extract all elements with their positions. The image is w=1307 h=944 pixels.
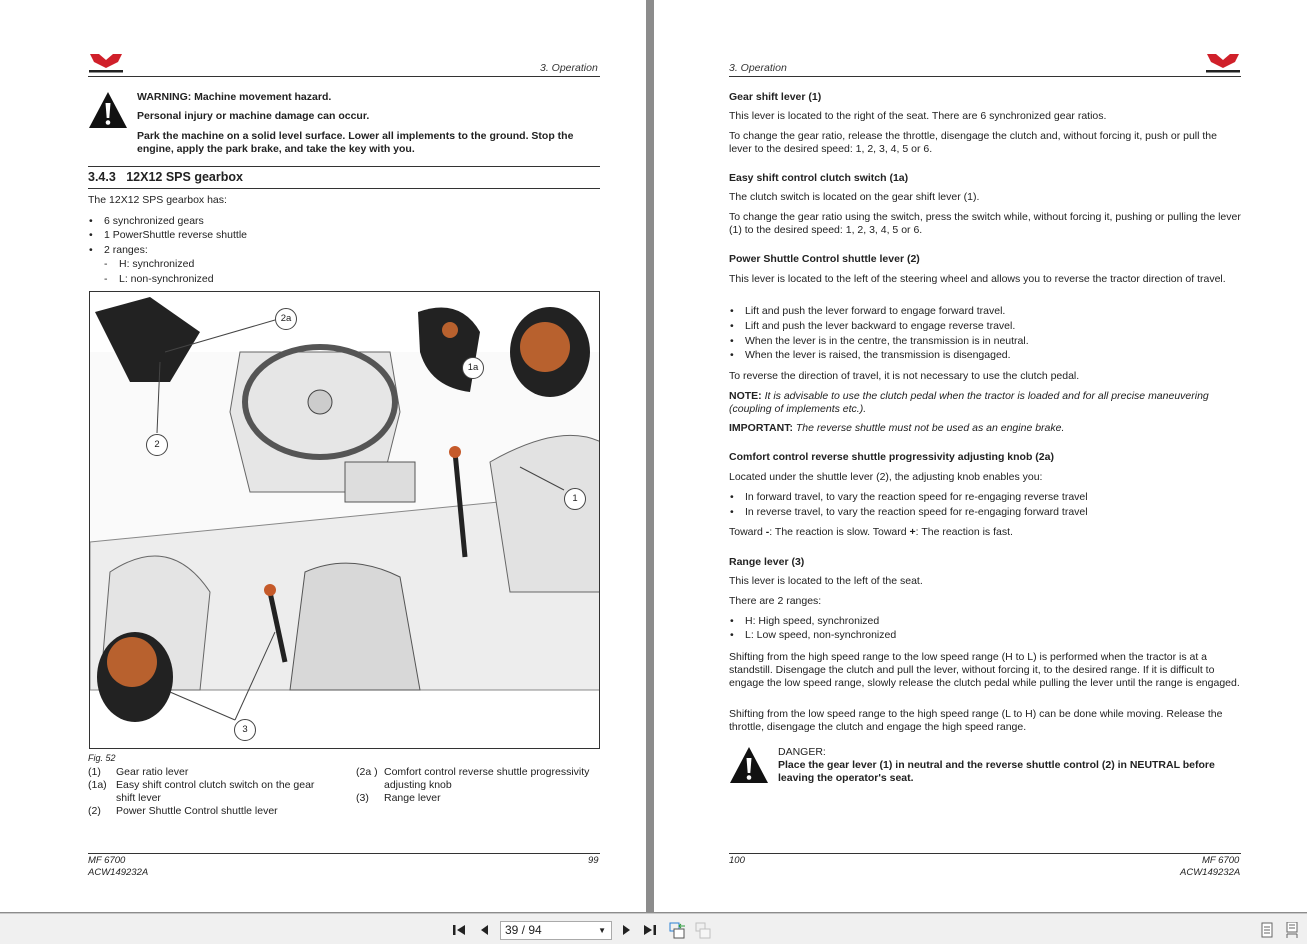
forward-view-icon [695, 922, 712, 939]
section-heading: 3.4.3 12X12 SPS gearbox [88, 170, 243, 184]
warning-title: WARNING: Machine movement hazard. [137, 91, 332, 103]
chevron-down-icon[interactable]: ▼ [598, 926, 606, 935]
sub-bullet-item: - H: synchronized [119, 258, 194, 271]
single-page-view-button[interactable] [1260, 922, 1274, 938]
callout-2a: 2a [275, 308, 297, 330]
bullet-item: • 1 PowerShuttle reverse shuttle [104, 229, 247, 242]
last-page-button[interactable] [642, 922, 658, 938]
back-view-icon [669, 922, 686, 939]
caption-number: (3) [356, 792, 369, 804]
paragraph: This lever is located to the left of the seat. [729, 575, 923, 587]
navigation-toolbar [0, 913, 1307, 944]
last-page-icon [643, 923, 657, 937]
footer-model: MF 6700 [88, 855, 126, 866]
text: : The reaction is slow. Toward [769, 526, 910, 538]
continuous-page-icon [1286, 922, 1298, 938]
go-forward-view-button[interactable] [694, 922, 712, 938]
tractor-cab-illustration [90, 292, 600, 749]
bullet-item: • L: Low speed, non-synchronized [745, 629, 896, 642]
bullet-item: • Lift and push the lever backward to engage reverse travel. [745, 320, 1015, 333]
paragraph: To change the gear ratio using the switch, press the switch while, without forcing it, pushing or pulling the lever (1) to the desired speed: 1, 2, 3, 4, 5 or 6. [729, 211, 1241, 236]
massey-ferguson-logo [1205, 52, 1241, 74]
single-page-icon [1261, 922, 1273, 938]
callout-1a: 1a [462, 357, 484, 379]
paragraph [729, 526, 1013, 539]
intro-text: The 12X12 SPS gearbox has: [88, 194, 227, 206]
right-page [654, 0, 1307, 912]
running-header: 3. Operation [729, 62, 787, 74]
page-indicator: 39 / 94 [505, 923, 542, 937]
callout-2: 2 [146, 434, 168, 456]
caption-text: Power Shuttle Control shuttle lever [116, 805, 278, 817]
note-text: It is advisable to use the clutch pedal when the tractor is loaded and for all precise maneuvering (coupling of implements etc.). [729, 390, 1209, 415]
paragraph: Shifting from the high speed range to the low speed range (H to L) is performed when the tractor is at a standstill. Disengage the clutch and pull the lever, without forcing it, to the desired range. If it is difficult to engage the low speed range, slowly release the clutch pedal while pulling the lever until the range is engaged. [729, 651, 1240, 689]
section-heading: Easy shift control clutch switch (1a) [729, 172, 909, 184]
page-number: 100 [729, 855, 745, 866]
caption-text: Easy shift control clutch switch on the gear shift lever [116, 779, 315, 804]
important-label: IMPORTANT: [729, 422, 793, 434]
plus-sign: + [909, 526, 916, 538]
important-text: The reverse shuttle must not be used as an engine brake. [795, 422, 1065, 434]
section-heading: Gear shift lever (1) [729, 91, 822, 103]
paragraph: Shifting from the low speed range to the high speed range (L to H) can be done while moving. Release the throttle, disengage the clutch and engage the high speed range. [729, 708, 1223, 733]
caption-number: (2a ) [356, 766, 378, 778]
paragraph: Located under the shuttle lever (2), the adjusting knob enables you: [729, 471, 1043, 483]
bullet-item: • 2 ranges: [104, 244, 148, 257]
bullet-item: • When the lever is raised, the transmission is disengaged. [745, 349, 1011, 362]
caption-text: Range lever [384, 792, 441, 804]
footer-doc-code: ACW149232A [88, 867, 149, 878]
minus-sign: - [765, 526, 770, 538]
section-heading: Power Shuttle Control shuttle lever (2) [729, 253, 920, 265]
section-heading: Comfort control reverse shuttle progressivity adjusting knob (2a) [729, 451, 1054, 463]
figure-label: Fig. 52 [88, 753, 116, 763]
go-back-view-button[interactable] [668, 922, 686, 938]
warning-line: Personal injury or machine damage can occur. [137, 110, 370, 122]
warning-icon [88, 91, 128, 129]
text: : The reaction is fast. [915, 526, 1013, 538]
previous-page-button[interactable] [477, 922, 491, 938]
first-page-icon [452, 923, 466, 937]
first-page-button[interactable] [451, 922, 467, 938]
footer-model: MF 6700 [1202, 855, 1240, 866]
text: Toward [729, 526, 766, 538]
danger-title: DANGER: [778, 746, 826, 758]
caption-number: (2) [88, 805, 101, 817]
callout-1: 1 [564, 488, 586, 510]
page-number: 99 [588, 855, 599, 866]
paragraph: To change the gear ratio, release the throttle, disengage the clutch and, without forcing it, push or pull the lever to the desired speed: 1, 2, 3, 4, 5 or 6. [729, 130, 1217, 155]
footer-doc-code: ACW149232A [1180, 867, 1241, 878]
callout-3: 3 [234, 719, 256, 741]
next-page-icon [622, 923, 632, 937]
bullet-item: • Lift and push the lever forward to engage forward travel. [745, 305, 1005, 318]
caption-text: Comfort control reverse shuttle progressivity adjusting knob [384, 766, 590, 791]
note [729, 390, 1241, 416]
continuous-view-button[interactable] [1285, 922, 1299, 938]
left-page [0, 0, 646, 912]
previous-page-icon [479, 923, 489, 937]
caption-number: (1) [88, 766, 101, 778]
caption-text: Gear ratio lever [116, 766, 189, 778]
figure-gearbox-controls [89, 291, 600, 749]
bullet-item: • When the lever is in the centre, the transmission is in neutral. [745, 335, 1029, 348]
paragraph: To reverse the direction of travel, it is not necessary to use the clutch pedal. [729, 370, 1080, 382]
paragraph: There are 2 ranges: [729, 595, 822, 607]
next-page-button[interactable] [620, 922, 634, 938]
page-number-input[interactable] [500, 921, 612, 940]
massey-ferguson-logo [88, 52, 124, 74]
paragraph: This lever is located to the left of the steering wheel and allows you to reverse the tractor direction of travel. [729, 273, 1226, 285]
running-header: 3. Operation [540, 62, 598, 74]
paragraph: This lever is located to the right of the seat. There are 6 synchronized gear ratios. [729, 110, 1107, 122]
warning-line: engine, apply the park brake, and take the key with you. [137, 143, 415, 155]
note-label: NOTE: [729, 390, 762, 402]
bullet-item: • In forward travel, to vary the reaction speed for re-engaging reverse travel [745, 491, 1088, 504]
paragraph: The clutch switch is located on the gear shift lever (1). [729, 191, 980, 203]
danger-icon [729, 746, 769, 784]
warning-line: Park the machine on a solid level surface. Lower all implements to the ground. Stop the [137, 130, 574, 142]
danger-text: Place the gear lever (1) in neutral and the reverse shuttle control (2) in NEUTRAL before leaving the operator's seat. [778, 759, 1215, 784]
sub-bullet-item: - L: non-synchronized [119, 273, 214, 286]
section-heading: Range lever (3) [729, 556, 805, 568]
bullet-item: • In reverse travel, to vary the reaction speed for re-engaging forward travel [745, 506, 1088, 519]
bullet-item: • 6 synchronized gears [104, 215, 204, 228]
important-note [729, 422, 1064, 435]
caption-number: (1a) [88, 779, 107, 791]
bullet-item: • H: High speed, synchronized [745, 615, 879, 628]
